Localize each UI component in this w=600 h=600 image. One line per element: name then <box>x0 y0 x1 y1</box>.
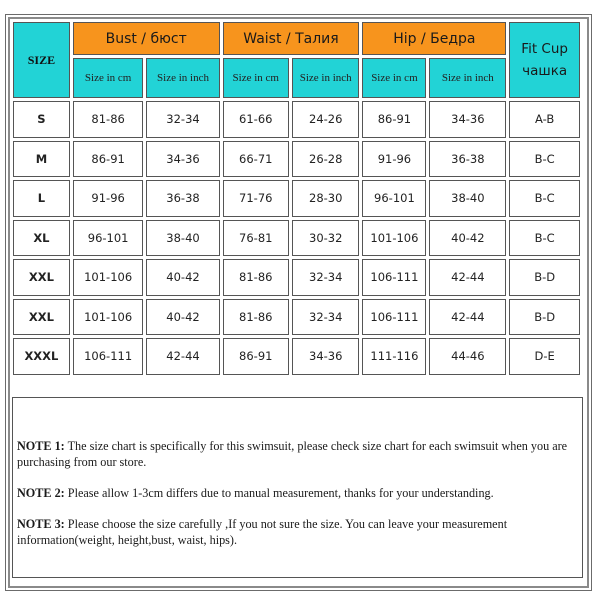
note-3 <box>17 516 578 548</box>
bust-cm-cell: 106-111 <box>73 338 144 375</box>
notes-panel <box>12 397 583 578</box>
hip-inch-cell: 38-40 <box>429 180 506 217</box>
header-row-groups <box>13 22 580 55</box>
bust-cm-cell: 101-106 <box>73 259 144 296</box>
bust-inch-cell: 40-42 <box>146 299 219 336</box>
size-cell: L <box>13 180 70 217</box>
table-row <box>13 338 580 375</box>
fit-cup-cell: A-B <box>509 101 580 138</box>
hip-cm-header: Size in cm <box>362 58 426 98</box>
size-rows <box>13 101 580 375</box>
bust-cm-cell: 96-101 <box>73 220 144 257</box>
waist-inch-cell: 24-26 <box>292 101 359 138</box>
fit-cup-cell: B-D <box>509 299 580 336</box>
hip-cm-cell: 101-106 <box>362 220 426 257</box>
bust-inch-cell: 34-36 <box>146 141 219 178</box>
bust-header: Bust / бюст <box>73 22 220 55</box>
size-cell: XL <box>13 220 70 257</box>
bust-inch-cell: 32-34 <box>146 101 219 138</box>
bust-inch-cell: 40-42 <box>146 259 219 296</box>
waist-inch-cell: 34-36 <box>292 338 359 375</box>
hip-inch-header: Size in inch <box>429 58 506 98</box>
note-label: NOTE 2: <box>17 486 65 500</box>
fit-cup-cell: D-E <box>509 338 580 375</box>
bust-cm-cell: 91-96 <box>73 180 144 217</box>
table-row <box>13 259 580 296</box>
fit-cup-cell: B-D <box>509 259 580 296</box>
note-1 <box>17 438 578 470</box>
note-2 <box>17 485 578 501</box>
waist-cm-cell: 66-71 <box>223 141 289 178</box>
bust-inch-cell: 38-40 <box>146 220 219 257</box>
table-row <box>13 101 580 138</box>
bust-cm-cell: 86-91 <box>73 141 144 178</box>
fit-cup-cell: B-C <box>509 220 580 257</box>
size-cell: XXL <box>13 259 70 296</box>
waist-cm-cell: 71-76 <box>223 180 289 217</box>
waist-inch-cell: 32-34 <box>292 299 359 336</box>
hip-inch-cell: 42-44 <box>429 259 506 296</box>
waist-cm-cell: 81-86 <box>223 259 289 296</box>
waist-cm-cell: 81-86 <box>223 299 289 336</box>
hip-cm-cell: 86-91 <box>362 101 426 138</box>
hip-inch-cell: 44-46 <box>429 338 506 375</box>
fit-cup-label: Fit Cup <box>521 41 568 57</box>
hip-inch-cell: 36-38 <box>429 141 506 178</box>
waist-cm-header: Size in cm <box>223 58 289 98</box>
bust-inch-header: Size in inch <box>146 58 219 98</box>
waist-cm-cell: 76-81 <box>223 220 289 257</box>
fit-cup-cell: B-C <box>509 180 580 217</box>
waist-header: Waist / Талия <box>223 22 360 55</box>
fit-cup-label-ru: чашка <box>522 63 568 79</box>
hip-cm-cell: 111-116 <box>362 338 426 375</box>
waist-inch-header: Size in inch <box>292 58 359 98</box>
size-cell: XXL <box>13 299 70 336</box>
bust-cm-cell: 81-86 <box>73 101 144 138</box>
table-row <box>13 141 580 178</box>
bust-inch-cell: 36-38 <box>146 180 219 217</box>
waist-cm-cell: 61-66 <box>223 101 289 138</box>
size-cell: S <box>13 101 70 138</box>
table-row <box>13 180 580 217</box>
hip-cm-cell: 106-111 <box>362 259 426 296</box>
fit-cup-header <box>509 22 580 98</box>
note-label: NOTE 3: <box>17 517 65 531</box>
size-header: SIZE <box>13 22 70 98</box>
bust-cm-cell: 101-106 <box>73 299 144 336</box>
note-text: Please choose the size carefully ,If you not sure the size. You can leave your measurement information(weight, height,bust, waist, hips). <box>17 517 508 547</box>
hip-header: Hip / Бедра <box>362 22 506 55</box>
hip-cm-cell: 91-96 <box>362 141 426 178</box>
hip-cm-cell: 96-101 <box>362 180 426 217</box>
waist-inch-cell: 32-34 <box>292 259 359 296</box>
fit-cup-cell: B-C <box>509 141 580 178</box>
bust-cm-header: Size in cm <box>73 58 144 98</box>
note-text: Please allow 1-3cm differs due to manual measurement, thanks for your understanding. <box>64 486 494 500</box>
waist-inch-cell: 30-32 <box>292 220 359 257</box>
waist-inch-cell: 28-30 <box>292 180 359 217</box>
hip-inch-cell: 34-36 <box>429 101 506 138</box>
size-cell: XXXL <box>13 338 70 375</box>
bust-inch-cell: 42-44 <box>146 338 219 375</box>
waist-cm-cell: 86-91 <box>223 338 289 375</box>
waist-inch-cell: 26-28 <box>292 141 359 178</box>
note-text: The size chart is specifically for this swimsuit, please check size chart for each swimsuit when you are purchasing from our store. <box>17 439 568 469</box>
size-chart-frame <box>5 14 592 591</box>
note-label: NOTE 1: <box>17 439 65 453</box>
hip-cm-cell: 106-111 <box>362 299 426 336</box>
size-chart-table <box>10 19 583 378</box>
hip-inch-cell: 40-42 <box>429 220 506 257</box>
size-cell: M <box>13 141 70 178</box>
table-row <box>13 299 580 336</box>
header-row-units <box>13 58 580 98</box>
hip-inch-cell: 42-44 <box>429 299 506 336</box>
table-row <box>13 220 580 257</box>
